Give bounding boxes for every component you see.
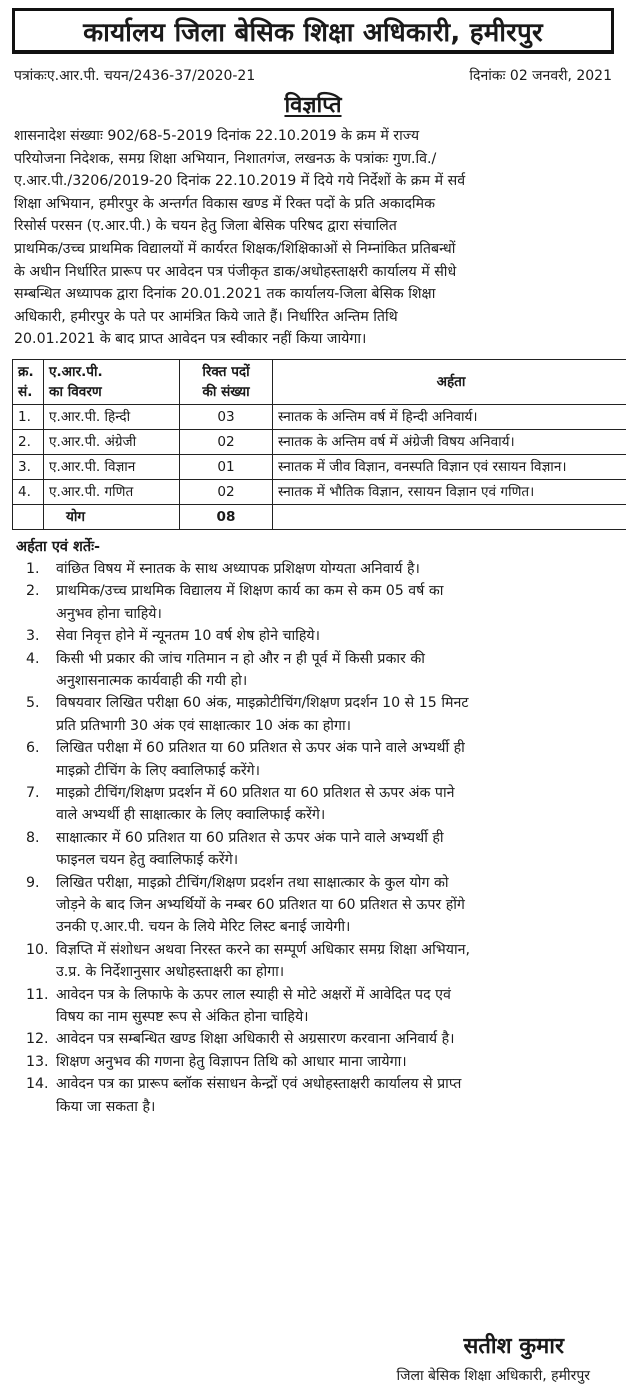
header-serial [13,359,44,404]
conditions-title: अर्हता एवं शर्तेः- [16,536,618,556]
condition-text [56,1073,610,1118]
header-description [44,359,180,404]
letter-date: दिनांकः 02 जनवरी, 2021 [469,66,612,85]
condition-number: 14. [16,1073,56,1118]
condition-line: माइक्रो टीचिंग/शिक्षण प्रदर्शन में 60 प्रतिशत या 60 प्रतिशत से ऊपर अंक पाने [56,782,610,804]
condition-number: 11. [16,984,56,1029]
condition-item [16,1051,610,1073]
conditions-list [16,558,610,1118]
condition-line: उनकी ए.आर.पी. चयन के लिये मेरिट लिस्ट बनाई जायेगी। [56,916,610,938]
cell-description: ए.आर.पी. अंग्रेजी [44,429,180,454]
signatory-designation: जिला बेसिक शिक्षा अधिकारी, हमीरपुर [396,1366,590,1385]
condition-line: विज्ञप्ति में संशोधन अथवा निरस्त करने का सम्पूर्ण अधिकार समग्र शिक्षा अभियान, [56,939,610,961]
cell-serial: 3. [13,454,44,479]
condition-text [56,782,610,827]
condition-number: 10. [16,939,56,984]
header-vacancies-line: रिक्त पदों [185,362,267,382]
condition-line: आवेदन पत्र के लिफाफे के ऊपर लाल स्याही से मोटे अक्षरों में आवेदित पद एवं [56,984,610,1006]
header-serial-line: क्र. [18,362,38,382]
condition-line: शिक्षण अनुभव की गणना हेतु विज्ञापन तिथि को आधार माना जायेगा। [56,1051,610,1073]
intro-line: अधिकारी, हमीरपुर के पते पर आमंत्रित किये जाते हैं। निर्धारित अन्तिम तिथि [14,306,612,329]
condition-number: 13. [16,1051,56,1073]
header-description-line: ए.आर.पी. [49,362,174,382]
condition-text [56,648,610,693]
condition-line: किसी भी प्रकार की जांच गतिमान न हो और न ही पूर्व में किसी प्रकार की [56,648,610,670]
total-count: 08 [180,504,273,529]
condition-item [16,580,610,625]
intro-line: 20.01.2021 के बाद प्राप्त आवेदन पत्र स्वीकार नहीं किया जायेगा। [14,328,612,351]
condition-text [56,1051,610,1073]
table-row [13,454,626,479]
cell-description: ए.आर.पी. विज्ञान [44,454,180,479]
cell-qualification: स्नातक में जीव विज्ञान, वनस्पति विज्ञान एवं रसायन विज्ञान। [273,454,626,479]
condition-line: माइक्रो टीचिंग के लिए क्वालिफाई करेंगे। [56,760,610,782]
condition-line: फाइनल चयन हेतु क्वालिफाई करेंगे। [56,849,610,871]
condition-line: प्रति प्रतिभागी 30 अंक एवं साक्षात्कार 10 अंक का होगा। [56,715,610,737]
total-label: योग [44,504,180,529]
intro-line: रिसोर्स परसन (ए.आर.पी.) के चयन हेतु जिला बेसिक परिषद द्वारा संचालित [14,215,612,238]
cell-empty [273,504,626,529]
intro-line: शासनादेश संख्याः 902/68-5-2019 दिनांक 22.10.2019 के क्रम में राज्य [14,125,612,148]
cell-vacancies: 02 [180,479,273,504]
table-body [13,404,626,529]
condition-text [56,580,610,625]
condition-line: सेवा निवृत्त होने में न्यूनतम 10 वर्ष शेष होने चाहिये। [56,625,610,647]
header-description-line: का विवरण [49,382,174,402]
condition-number: 6. [16,737,56,782]
intro-line: ए.आर.पी./3206/2019-20 दिनांक 22.10.2019 में दिये गये निर्देशों के क्रम में सर्व [14,170,612,193]
condition-text [56,827,610,872]
condition-text [56,1028,610,1050]
cell-qualification: स्नातक के अन्तिम वर्ष में हिन्दी अनिवार्य। [273,404,626,429]
condition-line: विषय का नाम सुस्पष्ट रूप से अंकित होना चाहिये। [56,1006,610,1028]
condition-item [16,1073,610,1118]
condition-item [16,827,610,872]
header-vacancies-line: की संख्या [185,382,267,402]
condition-line: वांछित विषय में स्नातक के साथ अध्यापक प्रशिक्षण योग्यता अनिवार्य है। [56,558,610,580]
condition-number: 1. [16,558,56,580]
condition-line: आवेदन पत्र सम्बन्धित खण्ड शिक्षा अधिकारी से अग्रसारण करवाना अनिवार्य है। [56,1028,610,1050]
reference-line [14,66,612,85]
vacancy-table [12,359,626,530]
signature-block [396,1330,590,1385]
condition-item [16,1028,610,1050]
condition-item [16,782,610,827]
condition-text [56,939,610,984]
condition-number: 4. [16,648,56,693]
condition-item [16,558,610,580]
condition-number: 3. [16,625,56,647]
condition-text [56,625,610,647]
condition-line: अनुभव होना चाहिये। [56,603,610,625]
intro-line: सम्बन्धित अध्यापक द्वारा दिनांक 20.01.2021 तक कार्यालय-जिला बेसिक शिक्षा [14,283,612,306]
intro-paragraph [14,125,612,351]
cell-empty [13,504,44,529]
notice-page [0,8,626,1393]
condition-number: 2. [16,580,56,625]
cell-description: ए.आर.पी. गणित [44,479,180,504]
notice-title: विज्ञप्ति [284,93,341,118]
intro-line: के अधीन निर्धारित प्रारूप पर आवेदन पत्र पंजीकृत डाक/अधोहस्ताक्षरी कार्यालय में सीधे [14,261,612,284]
office-header [12,8,614,54]
condition-text [56,558,610,580]
cell-qualification: स्नातक के अन्तिम वर्ष में अंग्रेजी विषय अनिवार्य। [273,429,626,454]
table-row [13,479,626,504]
cell-vacancies: 03 [180,404,273,429]
condition-text [56,984,610,1029]
table-row [13,404,626,429]
condition-line: किया जा सकता है। [56,1096,610,1118]
cell-serial: 2. [13,429,44,454]
notice-heading [8,89,618,119]
cell-vacancies: 02 [180,429,273,454]
condition-number: 9. [16,872,56,939]
intro-line: प्राथमिक/उच्च प्राथमिक विद्यालयों में कार्यरत शिक्षक/शिक्षिकाओं से निम्नांकित प्रतिबन्धों [14,238,612,261]
letter-number: पत्रांकःए.आर.पी. चयन/2436-37/2020-21 [14,66,255,85]
cell-serial: 1. [13,404,44,429]
condition-line: जोड़ने के बाद जिन अभ्यर्थियों के नम्बर 60 प्रतिशत या 60 प्रतिशत से ऊपर होंगे [56,894,610,916]
cell-description: ए.आर.पी. हिन्दी [44,404,180,429]
condition-item [16,737,610,782]
condition-number: 12. [16,1028,56,1050]
table-total-row [13,504,626,529]
condition-line: उ.प्र. के निर्देशानुसार अधोहस्ताक्षरी का होगा। [56,961,610,983]
condition-text [56,872,610,939]
condition-item [16,692,610,737]
table-header-row [13,359,626,404]
condition-number: 7. [16,782,56,827]
condition-line: लिखित परीक्षा, माइक्रो टीचिंग/शिक्षण प्रदर्शन तथा साक्षात्कार के कुल योग को [56,872,610,894]
condition-line: अनुशासनात्मक कार्यवाही की गयी हो। [56,670,610,692]
condition-line: विषयवार लिखित परीक्षा 60 अंक, माइक्रोटीचिंग/शिक्षण प्रदर्शन 10 से 15 मिनट [56,692,610,714]
condition-line: वाले अभ्यर्थी ही साक्षात्कार के लिए क्वालिफाई करेंगे। [56,804,610,826]
header-vacancies [180,359,273,404]
header-qualification: अर्हता [273,359,626,404]
condition-text [56,737,610,782]
condition-line: लिखित परीक्षा में 60 प्रतिशत या 60 प्रतिशत से ऊपर अंक पाने वाले अभ्यर्थी ही [56,737,610,759]
cell-vacancies: 01 [180,454,273,479]
signatory-name: सतीश कुमार [396,1330,564,1360]
condition-item [16,872,610,939]
condition-item [16,625,610,647]
intro-line: शिक्षा अभियान, हमीरपुर के अन्तर्गत विकास खण्ड में रिक्त पदों के प्रति अकादमिक [14,193,612,216]
condition-item [16,648,610,693]
condition-number: 5. [16,692,56,737]
condition-line: प्राथमिक/उच्च प्राथमिक विद्यालय में शिक्षण कार्य का कम से कम 05 वर्ष का [56,580,610,602]
condition-item [16,984,610,1029]
condition-text [56,692,610,737]
header-serial-line: सं. [18,382,38,402]
condition-item [16,939,610,984]
condition-number: 8. [16,827,56,872]
cell-qualification: स्नातक में भौतिक विज्ञान, रसायन विज्ञान एवं गणित। [273,479,626,504]
condition-line: आवेदन पत्र का प्रारूप ब्लॉक संसाधन केन्द्रों एवं अधोहस्ताक्षरी कार्यालय से प्राप्त [56,1073,610,1095]
office-title: कार्यालय जिला बेसिक शिक्षा अधिकारी, हमीरपुर [83,13,543,49]
table-row [13,429,626,454]
condition-line: साक्षात्कार में 60 प्रतिशत या 60 प्रतिशत से ऊपर अंक पाने वाले अभ्यर्थी ही [56,827,610,849]
intro-line: परियोजना निदेशक, समग्र शिक्षा अभियान, निशातगंज, लखनऊ के पत्रांकः गुण.वि./ [14,148,612,171]
cell-serial: 4. [13,479,44,504]
